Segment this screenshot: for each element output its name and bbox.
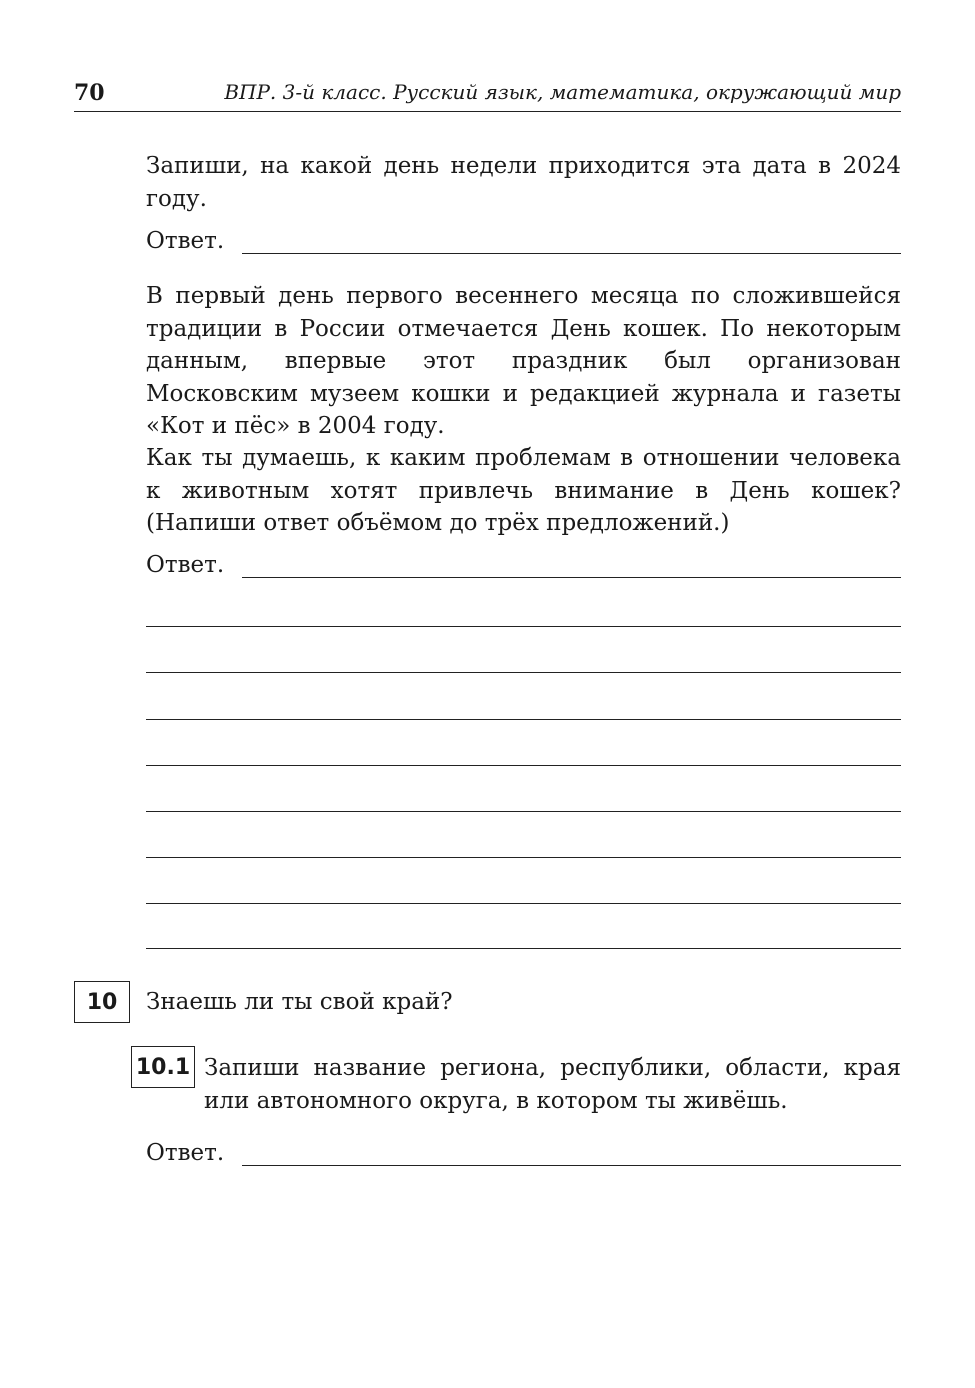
task10-1-text: Запиши название региона, республики, области, края или автономного округа, в котором ты живёшь. — [204, 1055, 901, 1114]
task10-text: Знаешь ли ты свой край? — [146, 989, 453, 1015]
answer-line[interactable] — [242, 1145, 901, 1166]
task-number-10: 10 — [74, 981, 130, 1023]
answer-region — [146, 1140, 901, 1166]
answer-line[interactable] — [146, 765, 901, 766]
running-title: ВПР. 3-й класс. Русский язык, математика, окружающий мир — [224, 80, 901, 104]
answer-label: Ответ. — [146, 1140, 225, 1166]
answer-label: Ответ. — [146, 552, 225, 578]
answer-line[interactable] — [242, 233, 901, 254]
answer-line[interactable] — [146, 811, 901, 812]
answer-cats — [146, 552, 901, 578]
page-number: 70 — [74, 80, 105, 106]
answer-label: Ответ. — [146, 228, 225, 254]
answer-line[interactable] — [146, 948, 901, 949]
task-number-10-1: 10.1 — [131, 1046, 195, 1088]
cats-question: Как ты думаешь, к каким проблемам в отношении человека к животным хотят привлечь внимание в День кошек? (Напиши ответ объёмом до трёх предложений.) — [146, 445, 901, 536]
answer-line[interactable] — [242, 557, 901, 578]
answer-line[interactable] — [146, 857, 901, 858]
answer-line[interactable] — [146, 626, 901, 627]
cats-paragraph: В первый день первого весеннего месяца по сложившейся традиции в России отмечается День кошек. По некоторым данным, впервые этот праздник был организован Московским музеем кошки и редакцией журнала и газеты «Кот и пёс» в 2004 году. — [146, 283, 901, 439]
question-day-text: Запиши, на какой день недели приходится эта дата в 2024 году. — [146, 153, 901, 212]
answer-day — [146, 228, 901, 254]
header-rule — [74, 111, 901, 112]
answer-line[interactable] — [146, 719, 901, 720]
answer-line[interactable] — [146, 672, 901, 673]
answer-line[interactable] — [146, 903, 901, 904]
